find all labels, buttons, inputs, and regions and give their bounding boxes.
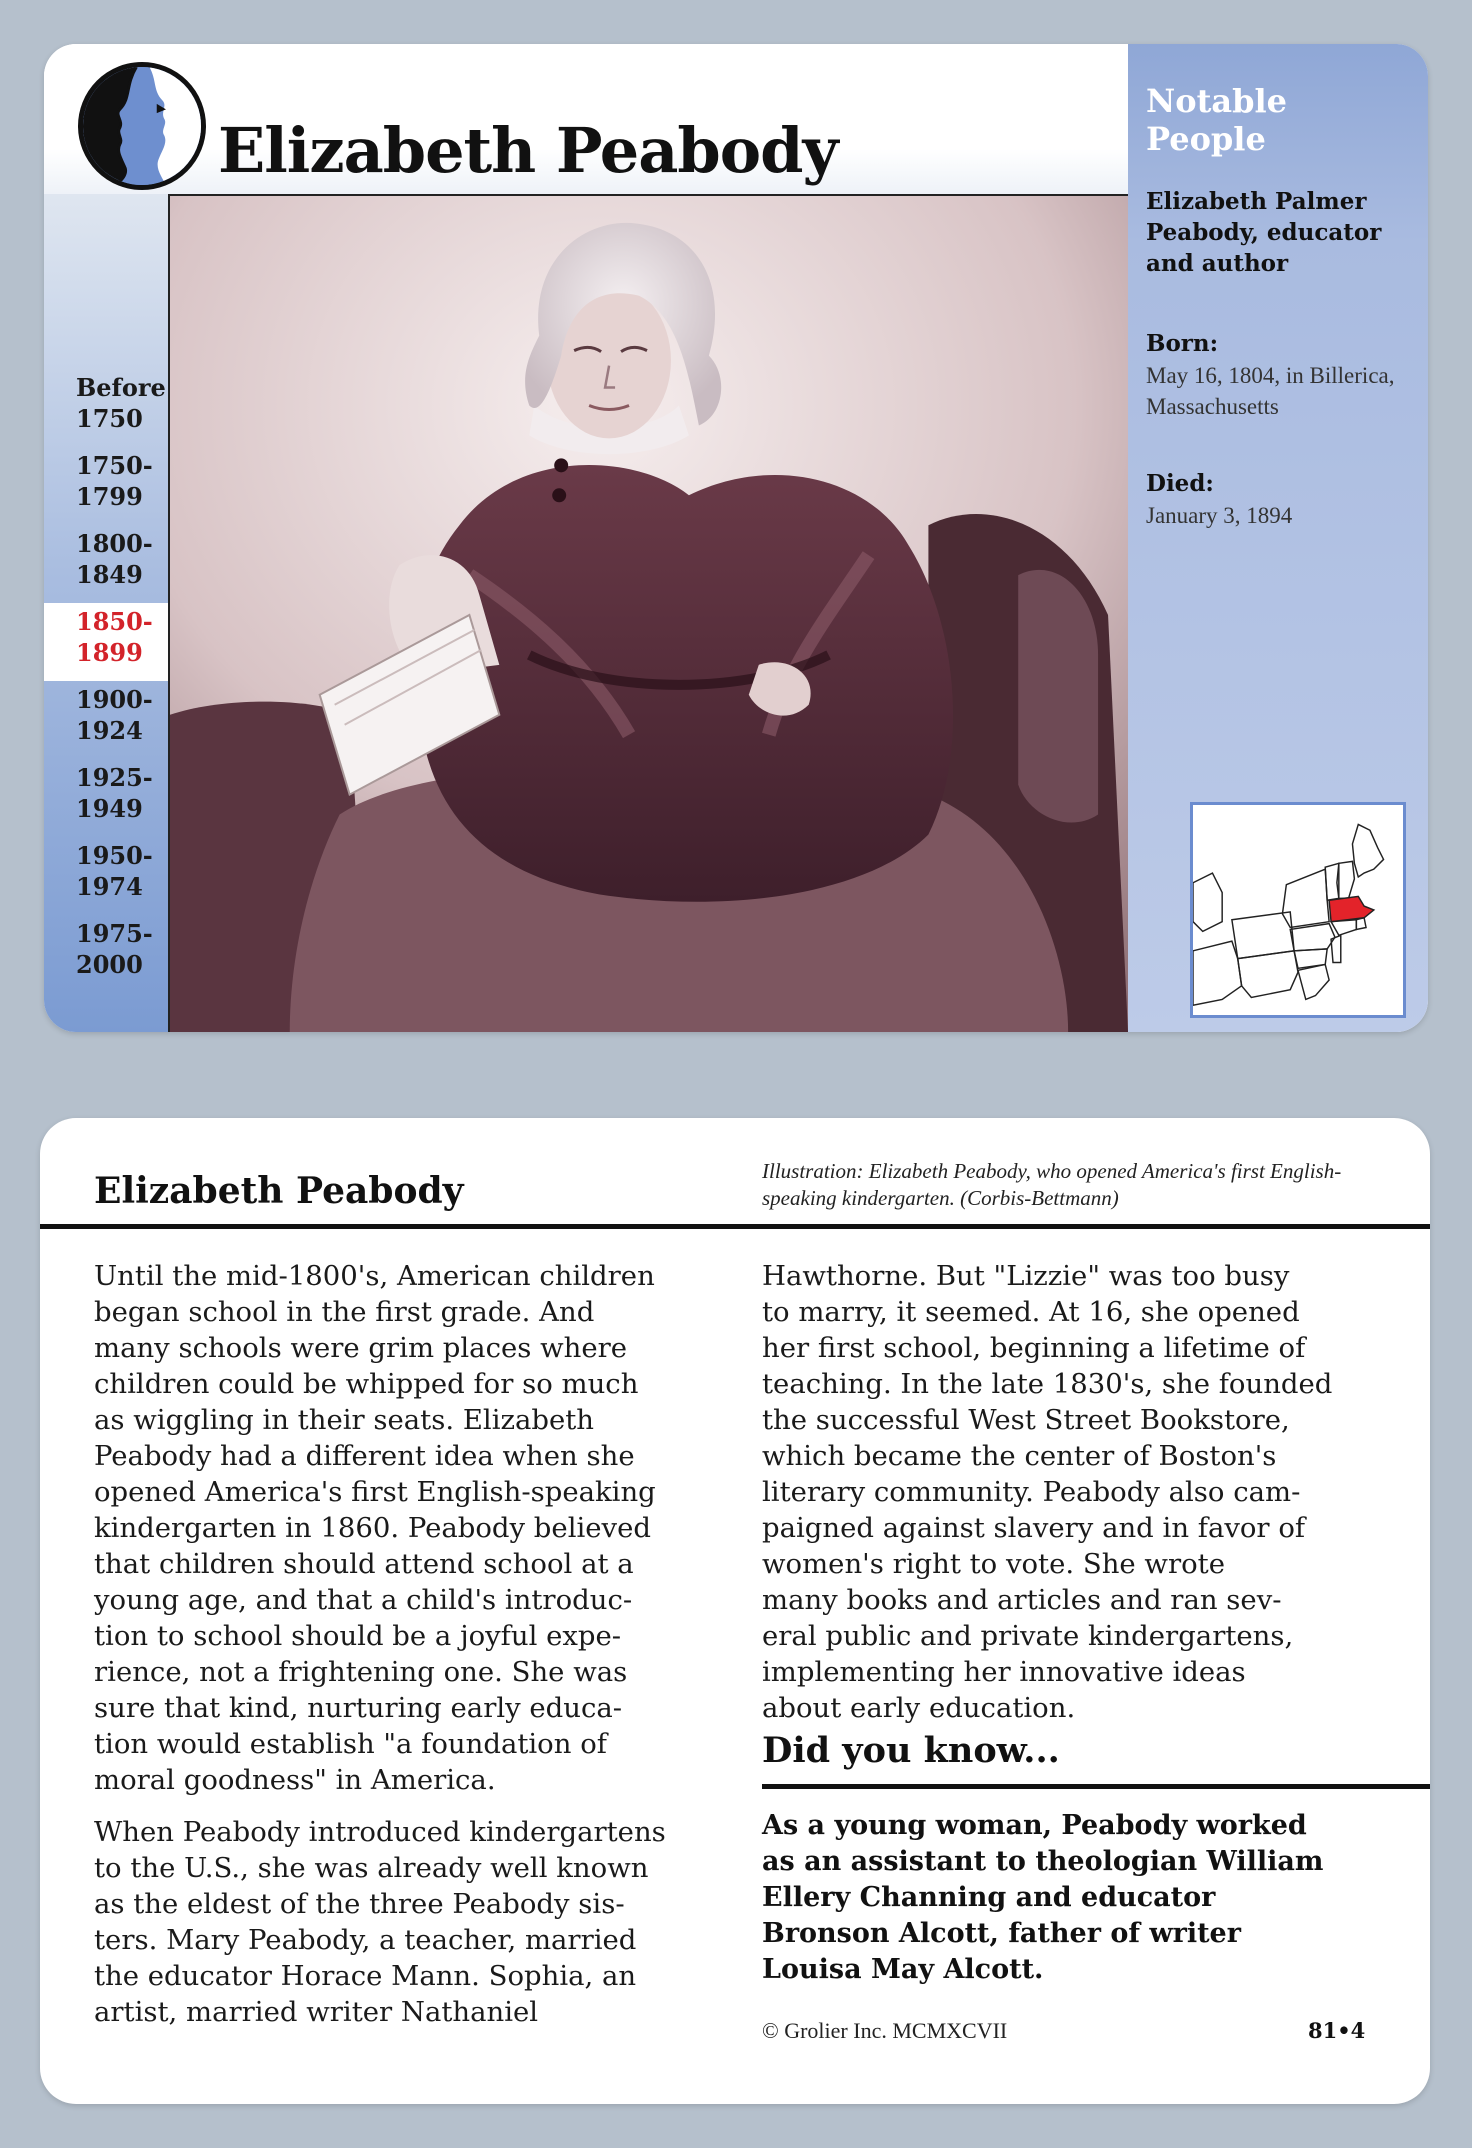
body-column-left <box>94 1258 714 2046</box>
era-item-1750-1799: 1750- 1799 <box>76 451 153 511</box>
body-paragraph: Until the mid-1800's, American children began school in the first grade. And many schools were grim places where children could be whipped for so much as wiggling in their seats. Elizabeth Peabody had a different idea when she opened America's first English-speaking kindergarten in 1860. Peabody believed that children should attend school at a young age, and that a child's introduc- tion to school should be a joyful expe- rience, not a frightening one. She was sure that kind, nurturing early educa- tion would establish "a foundation of moral goodness" in America. <box>94 1260 656 1796</box>
did-you-know-rule <box>762 1784 1430 1789</box>
front-card <box>44 44 1428 1032</box>
back-card <box>40 1118 1430 2104</box>
portrait-photo <box>168 194 1128 1032</box>
location-map <box>1190 802 1406 1018</box>
era-item-before-1750: Before 1750 <box>76 373 166 433</box>
era-item-1925-1949: 1925- 1949 <box>76 763 153 823</box>
category-label: Notable People <box>1146 82 1287 158</box>
front-title: Elizabeth Peabody <box>218 114 838 187</box>
profile-logo-icon <box>78 62 206 190</box>
back-title: Elizabeth Peabody <box>94 1170 464 1212</box>
title-rule <box>40 1224 1430 1229</box>
era-item-1800-1849: 1800- 1849 <box>76 529 153 589</box>
body-paragraph: Hawthorne. But "Lizzie" was too busy to marry, it seemed. At 16, she opened her first school, beginning a lifetime of teaching. In the late 1830's, she founded the successful West Street Bookstore, which became the center of Boston's literary community. Peabody also cam- paigned against slavery and in favor of women's right to vote. She wrote many books and articles and ran sev- eral public and private kindergartens, implementing her innovative ideas about early education. <box>762 1260 1333 1724</box>
era-item-1975-2000: 1975- 2000 <box>76 919 153 979</box>
body-column-right <box>762 1258 1392 1742</box>
era-item-1900-1924: 1900- 1924 <box>76 685 153 745</box>
died-label: Died: <box>1146 470 1214 497</box>
died-value: January 3, 1894 <box>1146 503 1293 528</box>
born-value: May 16, 1804, in Billerica, Massachusetts <box>1146 363 1395 419</box>
body-paragraph: When Peabody introduced kindergartens to the U.S., she was already well known as the eldest of the three Peabody sis- ters. Mary Peabody, a teacher, married the educator Horace Mann. Sophia, an artist, married writer Nathaniel <box>94 1816 666 2028</box>
born-label: Born: <box>1146 330 1219 357</box>
copyright: © Grolier Inc. MCMXCVII <box>762 2018 1008 2043</box>
card-number: 81•4 <box>1308 2018 1366 2043</box>
era-list <box>44 369 168 993</box>
era-item-1850-1899-active: 1850- 1899 <box>44 603 168 681</box>
era-item-1950-1974: 1950- 1974 <box>76 841 153 901</box>
full-name: Elizabeth Palmer Peabody, educator and author <box>1146 188 1382 277</box>
did-you-know-text: As a young woman, Peabody worked as an assistant to theologian William Ellery Channing and educator Bronson Alcott, father of writer Louisa May Alcott. <box>762 1810 1324 1985</box>
did-you-know-heading: Did you know... <box>762 1730 1060 1771</box>
illustration-caption: Illustration: Elizabeth Peabody, who opened America's first English-speaking kindergarten. (Corbis-Bettmann) <box>762 1159 1342 1210</box>
